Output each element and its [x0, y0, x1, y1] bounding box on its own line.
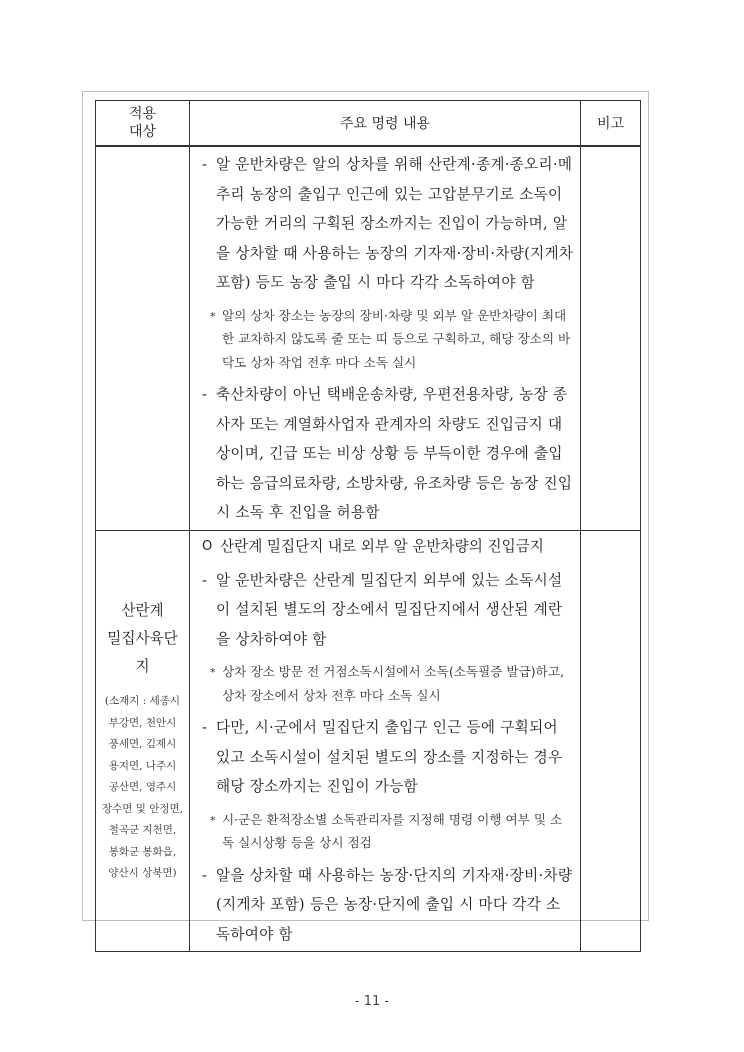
row1-content-cell	[190, 146, 581, 530]
list-item: - 알 운반차량은 알의 상차를 위해 산란계·종계·종오리·메추리 농장의 출입구 인근에 있는 고압분무기로 소독이 가능한 거리의 구획된 장소까지는 진입이 가능하며, 알을 상차할 때 사용하는 농장의 기자재·장비·차량(지게차 포함) 등도 농장 출입 시 마다 각각 소독하여야 함	[202, 156, 574, 291]
table-row	[96, 530, 641, 952]
row2-content-cell	[190, 530, 581, 952]
paragraph-text: 알을 상차할 때 사용하는 농장·단지의 기자재·장비·차량(지게차 포함) 등은 농장·단지에 출입 시 마다 각각 소독하여야 함	[216, 866, 573, 943]
paragraph-text: 알 운반차량은 산란계 밀집단지 외부에 있는 소독시설이 설치된 별도의 장소에서 밀집단지에서 생산된 계란을 상차하여야 함	[216, 571, 563, 648]
row2-target-cell	[96, 530, 190, 952]
header-content: 주요 명령 내용	[190, 101, 581, 147]
section-heading: O 산란계 밀집단지 내로 외부 알 운반차량의 진입금지	[202, 537, 544, 555]
page-number: - 11 -	[354, 994, 390, 1009]
table-header-row	[96, 101, 641, 147]
list-item: - 축산차량이 아닌 택배운송차량, 우편전용차량, 농장 종사자 또는 계열화사업자 관계자의 차량도 진입금지 대상이며, 긴급 또는 비상 상황 등 부득이한 경우에 출입하는 응급의료차량, 소방차량, 유조차량 등은 농장 진입 시 소독 후 진입을 허용함	[202, 386, 573, 521]
row2-remarks-cell	[581, 530, 641, 952]
order-table	[95, 100, 641, 952]
note-text: 상차 장소 방문 전 거점소독시설에서 소독(소독필증 발급)하고, 상차 장소에서 상차 전후 마다 소독 실시	[222, 664, 564, 703]
list-item: - 다만, 시·군에서 밀집단지 출입구 인근 등에 구획되어 있고 소독시설이 설치된 별도의 장소를 지정하는 경우 해당 장소까지는 진입이 가능함	[202, 719, 563, 795]
heading-text: 산란계 밀집단지 내로 외부 알 운반차량의 진입금지	[220, 537, 544, 555]
note-item: * 알의 상차 장소는 농장의 장비·차량 및 외부 알 운반차량이 최대한 교차하지 않도록 줄 또는 띠 등으로 구획하고, 해당 장소의 바닥도 상차 작업 전후 마다 소독 실시	[210, 307, 571, 370]
paragraph-text: 다만, 시·군에서 밀집단지 출입구 인근 등에 구획되어 있고 소독시설이 설치된 별도의 장소를 지정하는 경우 해당 장소까지는 진입이 가능함	[216, 719, 563, 795]
row1-remarks-cell	[581, 146, 641, 530]
note-item: * 시·군은 환적장소별 소독관리자를 지정해 명령 이행 여부 및 소독 실시상황 등을 상시 점검	[210, 811, 563, 850]
note-text: 알의 상차 장소는 농장의 장비·차량 및 외부 알 운반차량이 최대한 교차하지 않도록 줄 또는 띠 등으로 구획하고, 해당 장소의 바닥도 상차 작업 전후 마다 소독 실시	[222, 307, 571, 370]
target-title: 산란계 밀집사육단 지	[107, 602, 178, 675]
list-item: - 알 운반차량은 산란계 밀집단지 외부에 있는 소독시설이 설치된 별도의 장소에서 밀집단지에서 생산된 계란을 상차하여야 함	[202, 571, 563, 648]
paragraph-text: 축산차량이 아닌 택배운송차량, 우편전용차량, 농장 종사자 또는 계열화사업자 관계자의 차량도 진입금지 대상이며, 긴급 또는 비상 상황 등 부득이한 경우에 출입하는 응급의료차량, 소방차량, 유조차량 등은 농장 진입 시 소독 후 진입을 허용함	[216, 386, 573, 521]
table-row	[96, 146, 641, 530]
target-location: (소재지 : 세종시 부강면, 천안시 풍세면, 김제시 용지면, 나주시 공산면, 영주시 장수면 및 안정면, 철곡군 지천면, 봉화군 봉화읍, 양산시 상북면)	[101, 695, 183, 879]
list-item: - 알을 상차할 때 사용하는 농장·단지의 기자재·장비·차량(지게차 포함) 등은 농장·단지에 출입 시 마다 각각 소독하여야 함	[202, 866, 573, 943]
row1-target-cell	[96, 146, 190, 530]
note-item: * 상차 장소 방문 전 거점소독시설에서 소독(소독필증 발급)하고, 상차 장소에서 상차 전후 마다 소독 실시	[210, 664, 564, 703]
paragraph-text: 알 운반차량은 알의 상차를 위해 산란계·종계·종오리·메추리 농장의 출입구 인근에 있는 고압분무기로 소독이 가능한 거리의 구획된 장소까지는 진입이 가능하며, 알을 상차할 때 사용하는 농장의 기자재·장비·차량(지게차 포함) 등도 농장 출입 시 마다 각각 소독하여야 함	[216, 156, 574, 291]
header-remarks: 비고	[581, 101, 641, 147]
note-text: 시·군은 환적장소별 소독관리자를 지정해 명령 이행 여부 및 소독 실시상황 등을 상시 점검	[222, 811, 563, 850]
header-target: 적용 대상	[96, 101, 190, 147]
